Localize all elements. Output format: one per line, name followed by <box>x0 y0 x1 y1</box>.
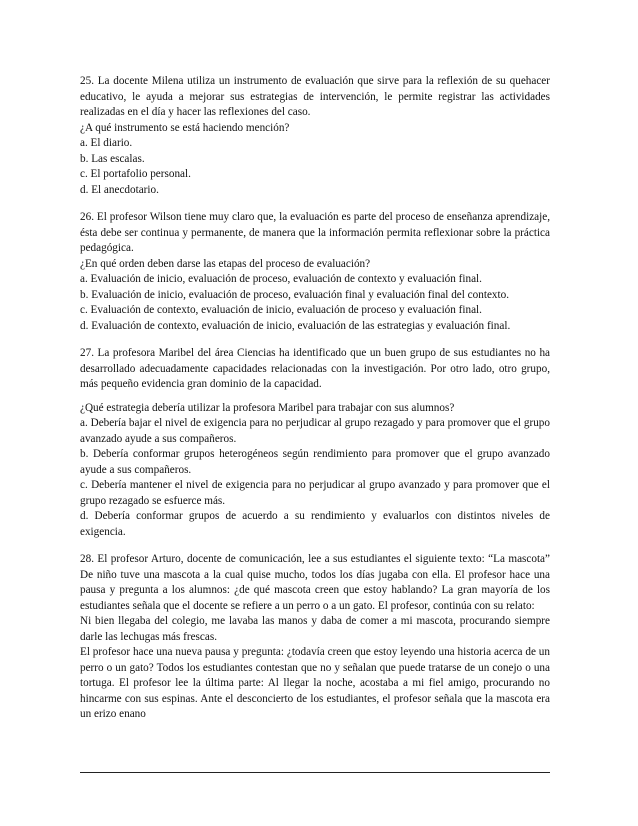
option-a: a. El diario. <box>80 137 133 149</box>
question-stem: 27. La profesora Maribel del área Ciencias ha identificado que un buen grupo de sus estudiantes no ha desarrollado adecuadamente capacidades relacionadas con la investigación. Por otro lado, otro grupo, más pequeño evidencia gran dominio de la capacidad. <box>80 347 550 390</box>
option-d: d. El anecdotario. <box>80 183 159 196</box>
page-content <box>80 74 550 735</box>
question-stem: 25. La docente Milena utiliza un instrumento de evaluación que sirve para la reflexión de su quehacer educativo, le ayuda a mejorar sus estrategias de intervención, le permite registrar las actividades realizadas en el día y hacer las reflexiones del caso. <box>80 75 550 118</box>
question-25 <box>80 74 550 198</box>
option-c: c. Debería mantener el nivel de exigencia para no perjudicar al grupo avanzado y para promover que el grupo rezagado se esfuerce más. <box>80 479 550 507</box>
question-26 <box>80 210 550 334</box>
question-prompt: ¿A qué instrumento se está haciendo mención? <box>80 121 290 134</box>
question-stem: 26. El profesor Wilson tiene muy claro que, la evaluación es parte del proceso de enseñanza aprendizaje, ésta debe ser continua y permanente, de manera que la información permita reflexionar sobre la práctica pedagógica. <box>80 211 550 254</box>
question-prompt: ¿Qué estrategia debería utilizar la profesora Maribel para trabajar con sus alumnos? <box>80 401 455 414</box>
option-a: a. Evaluación de inicio, evaluación de proceso, evaluación de contexto y evaluación final. <box>80 273 482 285</box>
option-b: b. Evaluación de inicio, evaluación de proceso, evaluación final y evaluación final del contexto. <box>80 288 509 301</box>
question-continuation: El profesor hace una nueva pausa y pregunta: ¿todavía creen que estoy leyendo una historia acerca de un perro o un gato? Todos los estudiantes contestan que no y señalan que puede tratarse de un conejo o una tortuga. El profesor lee la última parte: Al llegar la noche, acostaba a mi fiel amigo, procurando no hincarme con sus espinas. Ante el desconcierto de los estudiantes, el profesor señala que la mascota era un erizo enano <box>80 646 550 720</box>
story-excerpt: Ni bien llegaba del colegio, me lavaba las manos y daba de comer a mi mascota, procurando siempre darle las lechugas más frescas. <box>80 615 550 643</box>
footer-rule <box>80 772 550 773</box>
option-c: c. El portafolio personal. <box>80 168 191 180</box>
question-stem: 28. El profesor Arturo, docente de comunicación, lee a sus estudiantes el siguiente texto: “La mascota” De niño tuve una mascota a la cual quise mucho, todos los días jugaba con ella. El profesor hace una pausa y pregunta a los alumnos: ¿de qué mascota creen que estoy hablando? La gran mayoría de los estudiantes señala que el docente se refiere a un perro o a un gato. El profesor, continúa con su relato: <box>80 553 550 612</box>
option-d: d. Evaluación de contexto, evaluación de inicio, evaluación de las estrategias y evaluación final. <box>80 319 511 332</box>
option-b: b. Debería conformar grupos heterogéneos según rendimiento para promover que el grupo avanzado ayude a sus compañeros. <box>80 448 550 476</box>
option-c: c. Evaluación de contexto, evaluación de inicio, evaluación de proceso y evaluación final. <box>80 304 482 316</box>
question-prompt: ¿En qué orden deben darse las etapas del proceso de evaluación? <box>80 257 371 270</box>
option-d: d. Debería conformar grupos de acuerdo a su rendimiento y evaluarlos con distintos niveles de exigencia. <box>80 510 550 538</box>
question-28 <box>80 552 550 723</box>
question-27 <box>80 346 550 540</box>
option-b: b. Las escalas. <box>80 152 145 165</box>
option-a: a. Debería bajar el nivel de exigencia para no perjudicar al grupo rezagado y para promover que el grupo avanzado ayude a sus compañeros. <box>80 417 550 445</box>
